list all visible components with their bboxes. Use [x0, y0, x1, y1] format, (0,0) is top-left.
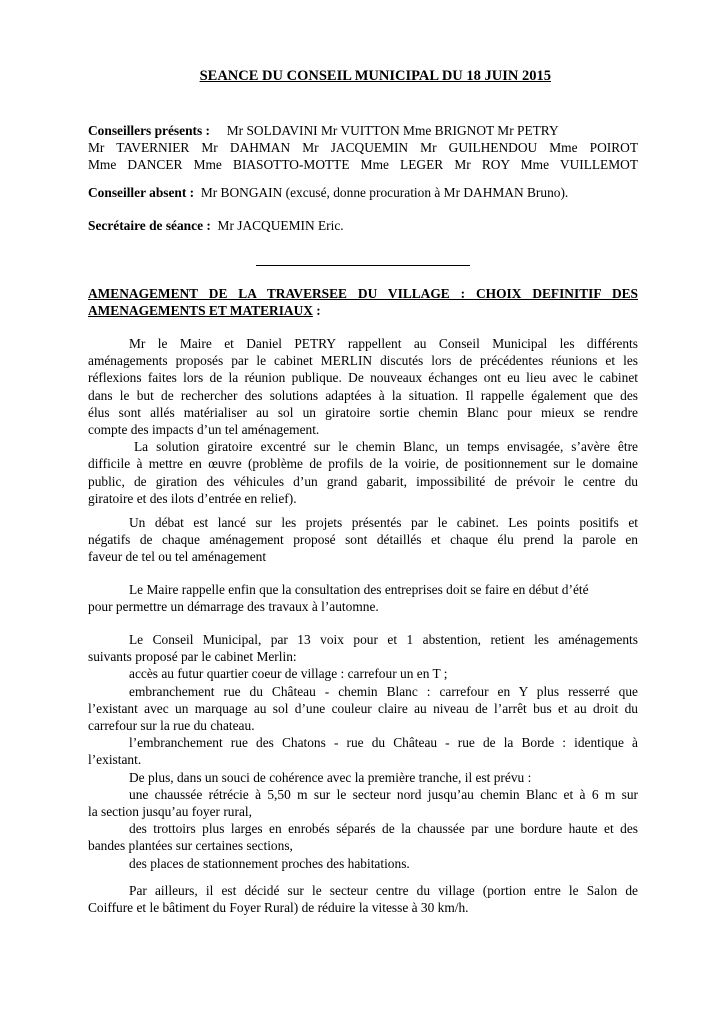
- paragraph-3: [88, 514, 638, 566]
- p1-line: compte des impacts d’un tel aménagement.: [88, 422, 320, 438]
- item-2-line: embranchement rue du Château - chemin Blanc : carrefour en Y plus resserré que: [129, 683, 638, 699]
- p6-line: Coiffure et le bâtiment du Foyer Rural) de réduire la vitesse à 30 km/h.: [88, 900, 469, 916]
- page-title: SEANCE DU CONSEIL MUNICIPAL DU 18 JUIN 2015: [199, 68, 551, 84]
- item-5-line: la section jusqu’au foyer rural,: [88, 804, 252, 820]
- item-7: des places de stationnement proches des habitations.: [129, 855, 410, 871]
- p6-line: Par ailleurs, il est décidé sur le secteur centre du village (portion entre le Salon de: [129, 883, 638, 898]
- absent-label: Conseiller absent :: [88, 185, 195, 200]
- p1-line: aménagements proposés par le cabinet MERLIN discutés lors de précédentes réunions et les: [88, 353, 638, 369]
- p5-line: Le Conseil Municipal, par 13 voix pour et 1 abstention, retient les aménagements: [129, 632, 638, 647]
- section-heading-line1: AMENAGEMENT DE LA TRAVERSEE DU VILLAGE : CHOIX DEFINITIF DES: [88, 286, 638, 301]
- p2-line: giratoire et des ilots d’entrée en relief).: [88, 490, 297, 506]
- p3-line: faveur de tel ou tel aménagement: [88, 549, 267, 565]
- paragraph-4: [88, 581, 638, 615]
- p4-line: pour permettre un démarrage des travaux à l’automne.: [88, 599, 379, 615]
- p2-line: public, de giration des véhicules d’un grand gabarit, impossibilité de prévoir le centre du: [88, 473, 638, 489]
- item-6-line: des trottoirs plus larges en enrobés séparés de la chaussée par une bordure haute et des: [129, 821, 638, 837]
- item-6-line: bandes plantées sur certaines sections,: [88, 838, 293, 854]
- absent-text: Mr BONGAIN (excusé, donne procuration à Mr DAHMAN Bruno).: [200, 185, 569, 200]
- paragraph-5: [88, 631, 638, 872]
- p1-line: dans le but de rechercher des solutions adaptées à la situation. Il rappelle également que des: [88, 387, 638, 403]
- p2-line: difficile à mettre en œuvre (problème de profils de la voirie, de positionnement sur le domaine: [88, 456, 638, 472]
- item-3-line: l’embranchement rue des Chatons - rue du Château - rue de la Borde : identique à: [129, 735, 638, 751]
- p3-line: négatifs de chaque aménagement proposé sont détaillés et chaque élu prend la parole en: [88, 532, 638, 548]
- section-heading-line2: AMENAGEMENTS ET MATERIAUX: [88, 303, 313, 319]
- p1-line: élus sont allés matérialiser au sol un giratoire sortie chemin Blanc pour mieux se rendre: [88, 404, 638, 420]
- item-3-line: l’existant.: [88, 752, 142, 768]
- p1-line: Mr le Maire et Daniel PETRY rappellent au Conseil Municipal les différents: [129, 336, 638, 351]
- present-line3: Mme DANCER Mme BIASOTTO-MOTTE Mme LEGER Mr ROY Mme VUILLEMOT: [88, 157, 638, 173]
- p4-line: Le Maire rappelle enfin que la consultation des entreprises doit se faire en début d’été: [129, 582, 589, 597]
- p5-line: suivants proposé par le cabinet Merlin:: [88, 649, 297, 665]
- divider: [256, 265, 470, 266]
- paragraph-6: [88, 882, 638, 916]
- section-heading-colon: :: [312, 303, 321, 319]
- secretary-label: Secrétaire de séance :: [88, 218, 211, 233]
- item-4: De plus, dans un souci de cohérence avec la première tranche, il est prévu :: [129, 769, 532, 785]
- item-2-line: carrefour sur la rue du chateau.: [88, 718, 255, 734]
- section-heading: [88, 285, 638, 319]
- item-1: accès au futur quartier coeur de village : carrefour un en T ;: [129, 666, 448, 682]
- attendance-secretary: [88, 217, 638, 234]
- paragraph-1: [88, 335, 638, 507]
- present-line2: Mr TAVERNIER Mr DAHMAN Mr JACQUEMIN Mr GUILHENDOU Mme POIROT: [88, 140, 638, 156]
- secretary-text: Mr JACQUEMIN Eric.: [217, 218, 344, 233]
- attendance-present: [88, 122, 638, 174]
- p3-line: Un débat est lancé sur les projets présentés par le cabinet. Les points positifs et: [129, 515, 638, 530]
- item-2-line: l’existant avec un marquage au sol d’une couleur claire au niveau de l’arrêt bus et au droit du: [88, 700, 638, 716]
- p1-line: réflexions faites lors de la réunion publique. De nouveaux échanges ont eu lieu avec le cabinet: [88, 370, 638, 386]
- item-5-line: une chaussée rétrécie à 5,50 m sur le secteur nord jusqu’au chemin Blanc et à 6 m sur: [129, 786, 638, 802]
- p2-line: La solution giratoire excentré sur le chemin Blanc, un temps envisagée, s’avère être: [134, 439, 638, 455]
- present-line1: Mr SOLDAVINI Mr VUITTON Mme BRIGNOT Mr PETRY: [226, 123, 559, 138]
- present-label: Conseillers présents :: [88, 123, 210, 138]
- attendance-absent: [88, 184, 638, 201]
